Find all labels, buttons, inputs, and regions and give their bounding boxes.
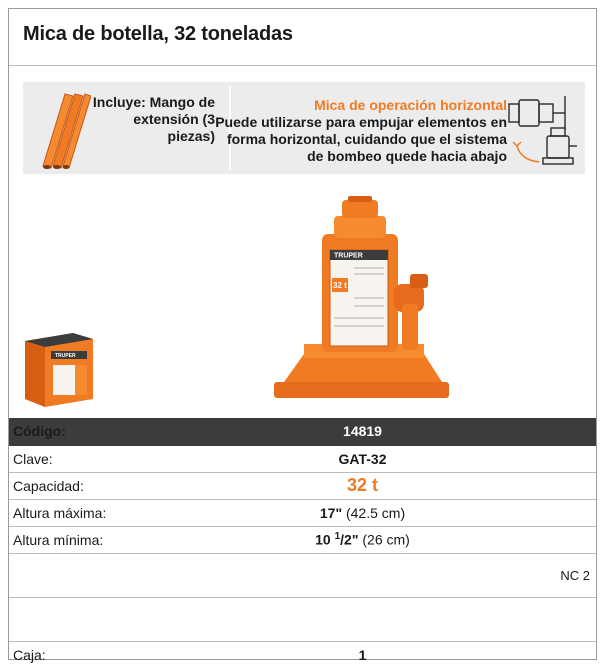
altura-min-rest: /2" xyxy=(340,531,359,548)
horizontal-operation-title: Mica de operación horizontal xyxy=(314,97,507,113)
codigo-label: Código: xyxy=(9,418,189,445)
nc-spacer xyxy=(9,553,189,597)
altura-max-value xyxy=(189,499,596,526)
altura-max-main: 17" xyxy=(319,504,343,521)
specs-table xyxy=(9,418,596,668)
table-row xyxy=(9,526,596,553)
title-divider xyxy=(9,65,596,66)
caja-value: 1 xyxy=(358,646,367,663)
caja-label: Caja: xyxy=(13,646,46,663)
codigo-value: 14819 xyxy=(189,418,596,445)
altura-max-note: (42.5 cm) xyxy=(345,504,406,521)
altura-min-value xyxy=(189,526,596,553)
altura-max-label: Altura máxima: xyxy=(9,499,189,526)
blank-cell xyxy=(9,597,189,641)
bottle-jack-image xyxy=(274,194,449,404)
feature-banner xyxy=(23,82,585,174)
table-row xyxy=(9,418,596,445)
altura-min-note: (26 cm) xyxy=(362,531,410,548)
capacidad-value: 32 t xyxy=(189,472,596,499)
altura-min-whole: 10 xyxy=(315,531,331,548)
jack-brand-label: TRUPER xyxy=(334,252,363,260)
horizontal-jack-icon xyxy=(507,88,579,168)
product-sheet xyxy=(8,8,597,663)
nc-value: NC 2 xyxy=(189,553,596,597)
table-row xyxy=(9,597,596,641)
product-box-image xyxy=(21,329,97,409)
extension-handle-icon xyxy=(35,88,91,170)
table-row xyxy=(9,553,596,597)
table-row xyxy=(9,641,596,668)
includes-text: Incluye: Mango de extensión (3 piezas) xyxy=(92,94,215,144)
capacidad-label: Capacidad: xyxy=(9,472,189,499)
jack-capacity-label: 32 t xyxy=(333,281,347,290)
clave-value: GAT-32 xyxy=(189,445,596,472)
altura-min-frac: 1 xyxy=(334,531,341,543)
table-row xyxy=(9,499,596,526)
box-brand-label: TRUPER xyxy=(55,353,76,359)
blank-cell xyxy=(189,597,596,641)
table-row xyxy=(9,445,596,472)
table-row xyxy=(9,472,596,499)
altura-min-label: Altura mínima: xyxy=(9,526,189,553)
clave-label: Clave: xyxy=(9,445,189,472)
horizontal-operation-description: Puede utilizarse para empujar elementos en forma horizontal, cuidando que el sistema de bombeo quede hacia abajo xyxy=(215,114,507,164)
page-title: Mica de botella, 32 toneladas xyxy=(23,23,293,45)
